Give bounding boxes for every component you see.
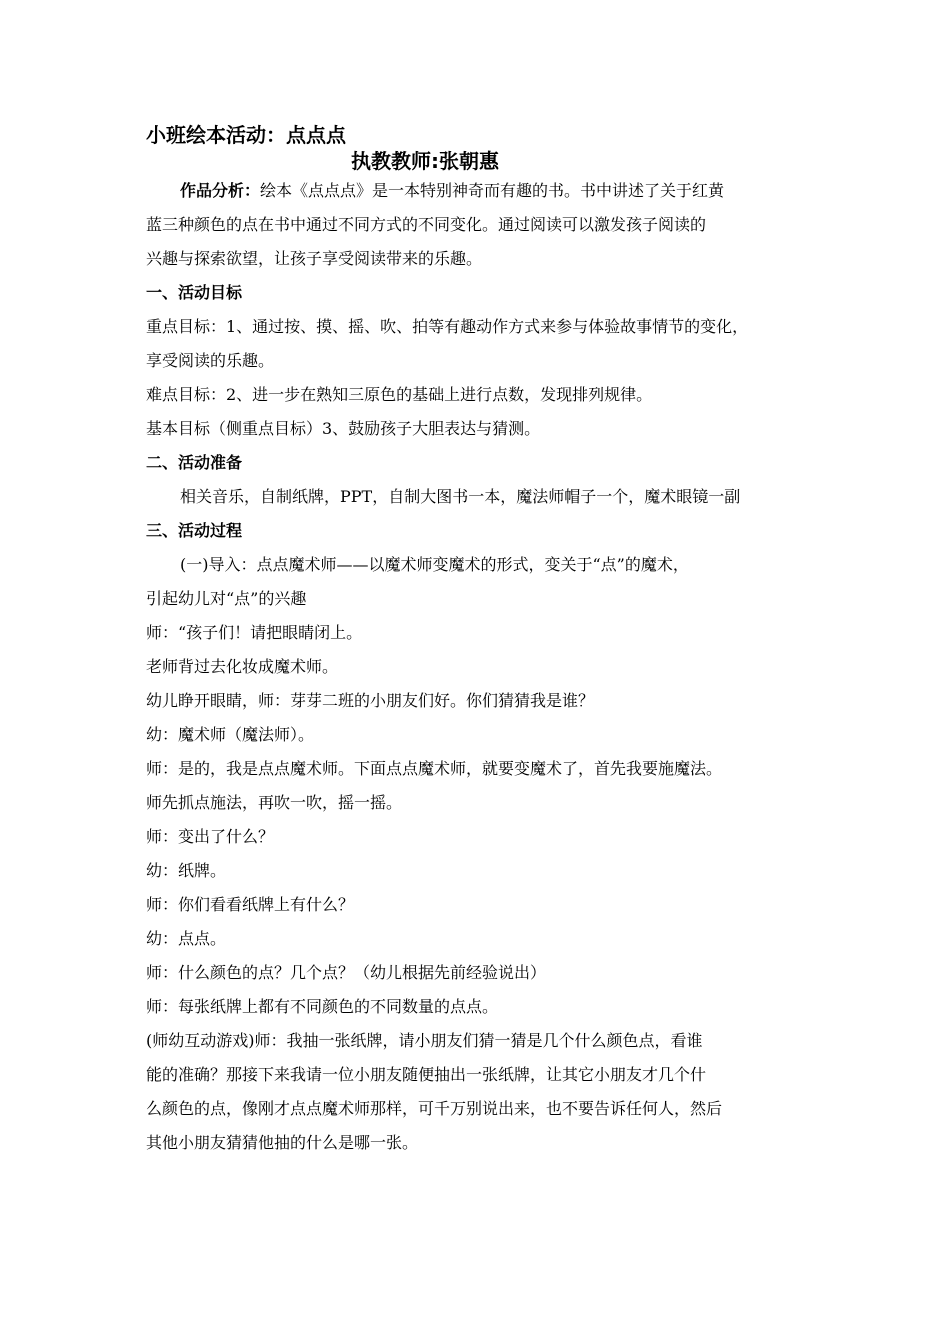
analysis-text: 绘本《点点点》是一本特别神奇而有趣的书。书中讲述了关于红黄 [260,181,725,200]
dialogue-line: 幼：点点。 [146,929,227,948]
section-heading-goals: 一、活动目标 [146,283,243,302]
analysis-paragraph-line-1 [146,174,806,208]
analysis-label: 作品分析： [180,181,261,200]
dialogue-line: 师：每张纸牌上都有不同颜色的不同数量的点点。 [146,997,499,1016]
dialogue-line: 其他小朋友猜猜他抽的什么是哪一张。 [146,1133,419,1152]
dialogue-line: 师：你们看看纸牌上有什么？ [146,895,355,914]
dialogue-line: (师幼互动游戏)师：我抽一张纸牌，请小朋友们猜一猜是几个什么颜色点，看谁 [146,1031,703,1050]
document-title: 小班绘本活动：点点点 [146,123,346,147]
analysis-paragraph-line-3: 兴趣与探索欲望，让孩子享受阅读带来的乐趣。 [146,249,483,268]
goal-line: 难点目标：2、进一步在熟知三原色的基础上进行点数，发现排列规律。 [146,385,653,404]
section-heading-process: 三、活动过程 [146,521,243,540]
dialogue-line: 师：“孩子们！请把眼睛闭上。 [146,623,363,642]
dialogue-line: 师：是的，我是点点魔术师。下面点点魔术师，就要变魔术了，首先我要施魔法。 [146,759,723,778]
goal-line: 享受阅读的乐趣。 [146,351,275,370]
dialogue-line: 老师背过去化妆成魔术师。 [146,657,339,676]
goal-line: 重点目标：1、通过按、摸、摇、吹、拍等有趣动作方式来参与体验故事情节的变化， [146,317,749,336]
dialogue-line: 幼：纸牌。 [146,861,227,880]
dialogue-line: 幼：魔术师（魔法师）。 [146,725,315,744]
dialogue-line: 师先抓点施法，再吹一吹，摇一摇。 [146,793,403,812]
section-heading-preparation: 二、活动准备 [146,453,243,472]
document-page [146,122,806,1160]
preparation-text: 相关音乐，自制纸牌，PPT，自制大图书一本，魔法师帽子一个，魔术眼镜一副 [180,487,741,506]
goal-line: 基本目标（侧重点目标）3、鼓励孩子大胆表达与猜测。 [146,419,541,438]
process-intro-line: (一)导入：点点魔术师——以魔术师变魔术的形式，变关于“点”的魔术， [180,555,689,574]
dialogue-line: 师：什么颜色的点？几个点？（幼儿根据先前经验说出） [146,963,547,982]
dialogue-line: 能的准确？那接下来我请一位小朋友随便抽出一张纸牌，让其它小朋友才几个什 [146,1065,707,1084]
analysis-paragraph-line-2: 蓝三种颜色的点在书中通过不同方式的不同变化。通过阅读可以激发孩子阅读的 [146,215,707,234]
teacher-name: 执教教师:张朝惠 [351,149,499,173]
dialogue-line: 幼儿睁开眼睛，师：芽芽二班的小朋友们好。你们猜猜我是谁？ [146,691,595,710]
process-intro-line: 引起幼儿对“点”的兴趣 [146,589,307,608]
dialogue-line: 师：变出了什么？ [146,827,275,846]
dialogue-line: 么颜色的点，像刚才点点魔术师那样，可千万别说出来，也不要告诉任何人，然后 [146,1099,723,1118]
